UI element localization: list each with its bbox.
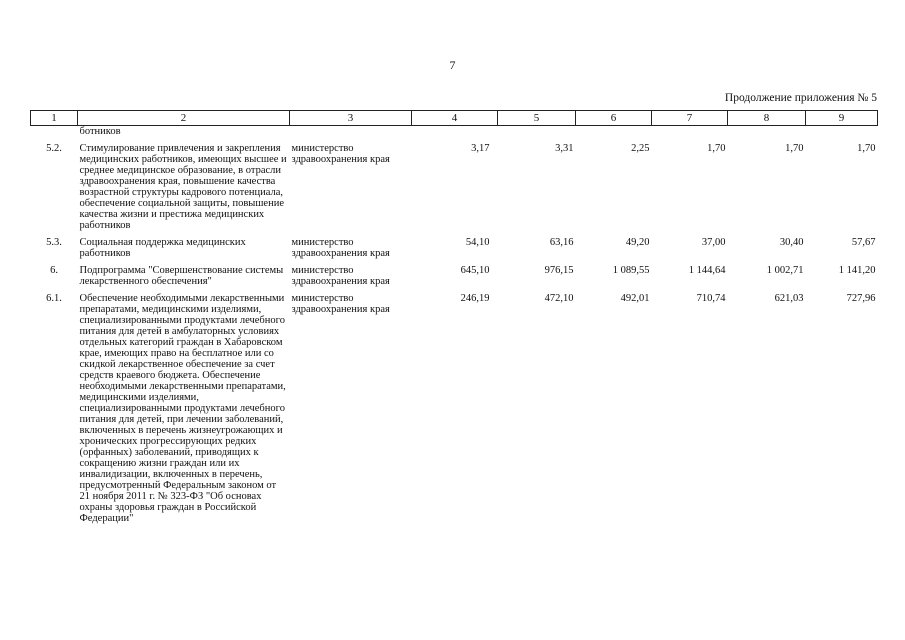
row-value: 3,17 [471, 143, 490, 154]
row-value: 645,10 [460, 265, 490, 276]
row-value: 63,16 [549, 237, 574, 248]
row-number: 6. [50, 265, 58, 276]
column-header: 5 [498, 111, 576, 126]
row-value: 54,10 [465, 237, 490, 248]
row-value [412, 126, 498, 138]
table-row [31, 259, 878, 287]
row-value: 49,20 [625, 237, 650, 248]
row-value: 1,70 [857, 143, 876, 154]
row-name: Стимулирование привлечения и закрепления медицинских работников, имеющих высшее и среднее медицинское образование, в отрасли здравоохранения края, повышение качества возрастной структуры кадрового потенциала, обеспечение социальной защиты, повышение качества жизни и престижа медицинских работников [79, 143, 287, 231]
row-value: 1,70 [785, 143, 804, 154]
column-header: 4 [412, 111, 498, 126]
row-value: 472,10 [544, 293, 574, 304]
table-row [31, 137, 878, 231]
row-value: 3,31 [555, 143, 574, 154]
row-name: Подпрограмма "Совершенствование системы лекарственного обеспечения" [79, 265, 284, 287]
row-number: 5.2. [46, 143, 62, 154]
row-number: 5.3. [46, 237, 62, 248]
row-executor: министерство здравоохранения края [291, 293, 390, 315]
row-number: 6.1. [46, 293, 62, 304]
row-value: 2,25 [631, 143, 650, 154]
column-header: 6 [576, 111, 652, 126]
row-executor: министерство здравоохранения края [291, 143, 390, 165]
continuation-title: Продолжение приложения № 5 [724, 92, 877, 104]
row-value: 57,67 [851, 237, 876, 248]
row-value: 1 144,64 [688, 265, 726, 276]
column-header: 1 [31, 111, 78, 126]
column-header: 3 [290, 111, 412, 126]
row-name: ботников [79, 126, 121, 137]
row-value: 621,03 [774, 293, 804, 304]
table-row [31, 231, 878, 259]
page-number: 7 [449, 58, 456, 72]
row-value [652, 126, 728, 138]
header-row [31, 111, 878, 126]
row-name: Социальная поддержка медицинских работников [79, 237, 246, 259]
column-header: 9 [806, 111, 878, 126]
row-value: 1 002,71 [766, 265, 804, 276]
row-value: 976,15 [544, 265, 574, 276]
budget-table [30, 110, 878, 524]
row-name: Обеспечение необходимыми лекарственными препаратами, медицинскими изделиями, специализированными продуктами лечебного питания для детей в амбулаторных условиях отдельных категорий граждан в Хабаровском крае, имеющих право на бесплатное или со скидкой лекарственное обеспечение за счет средств краевого бюджета. Обеспечение необходимыми лекарственными препаратами, медицинскими изделиями, специализированными продуктами лечебного питания для детей, при лечении заболеваний, включенных в перечень жизнеугрожающих и хронических прогрессирующих редких (орфанных) заболеваний, приводящих к сокращению жизни граждан или их инвалидизации, включенных в перечень, предусмотренный Федеральным законом от 21 ноября 2011 г. № 323-ФЗ "Об основах охраны здоровья граждан в Российской Федерации" [79, 293, 286, 524]
row-value [576, 126, 652, 138]
row-value: 30,40 [779, 237, 804, 248]
column-header: 7 [652, 111, 728, 126]
row-value: 727,96 [846, 293, 876, 304]
table-row [31, 126, 878, 138]
row-executor: министерство здравоохранения края [291, 265, 390, 287]
row-value [498, 126, 576, 138]
row-value: 246,19 [460, 293, 490, 304]
row-value: 1,70 [707, 143, 726, 154]
row-executor: министерство здравоохранения края [291, 237, 390, 259]
row-value: 492,01 [620, 293, 650, 304]
row-value [806, 126, 878, 138]
row-value: 1 141,20 [838, 265, 876, 276]
table-row [31, 287, 878, 524]
row-executor [290, 126, 412, 138]
row-number [31, 126, 78, 138]
row-value [728, 126, 806, 138]
row-value: 1 089,55 [612, 265, 650, 276]
row-value: 710,74 [696, 293, 726, 304]
row-value: 37,00 [701, 237, 726, 248]
column-header: 2 [78, 111, 290, 126]
column-header: 8 [728, 111, 806, 126]
